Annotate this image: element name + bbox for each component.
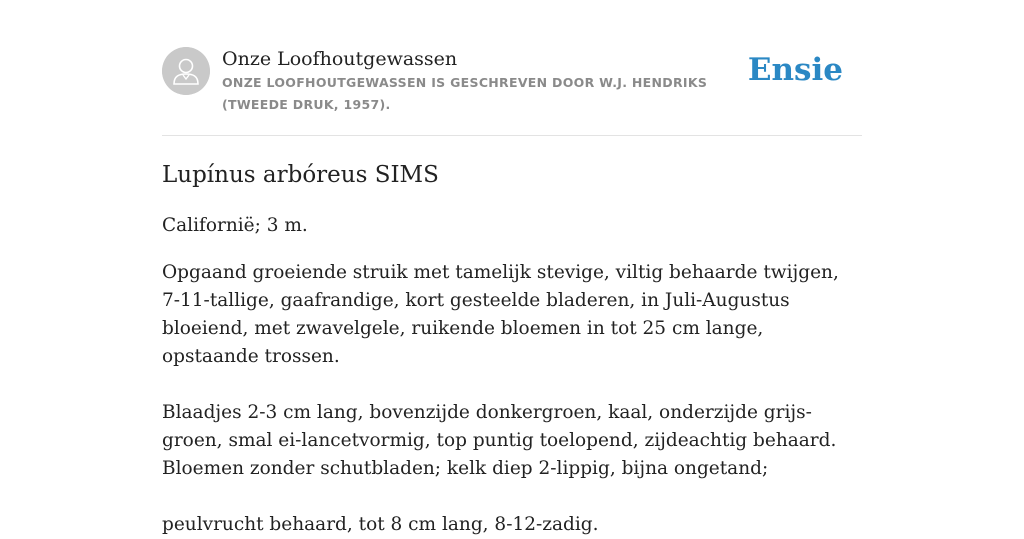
entry-title: Lupínus arbóreus SIMS <box>162 162 439 188</box>
ensie-logo[interactable]: Ensie <box>747 52 843 88</box>
entry-paragraph: Opgaand groeiende struik met tamelijk stevige, viltig behaarde twijgen, 7-11-tallige, gaafrandige, kort gesteelde bladeren, in Juli-Augustus bloeiend, met zwavelgele, ruikende bloemen in tot 25 cm lange, opstaande trossen. <box>162 262 839 367</box>
source-description: ONZE LOOFHOUTGEWASSEN IS GESCHREVEN DOOR W.J. HENDRIKS (TWEEDE DRUK, 1957). <box>222 75 708 112</box>
entry-origin: Californië; 3 m. <box>162 215 308 236</box>
article-content <box>162 158 862 539</box>
entry-paragraph: Blaadjes 2-3 cm lang, bovenzijde donkergroen, kaal, onderzijde grijs-groen, smal ei-lancetvormig, top puntig toelopend, zijdeachtig behaard. Bloemen zonder schutbladen; kelk diep 2-lippig, bijna ongetand; <box>162 402 837 479</box>
avatar[interactable] <box>162 47 210 95</box>
source-title[interactable]: Onze Loofhoutgewassen <box>222 48 458 70</box>
source-header <box>162 46 862 136</box>
user-avatar-icon <box>162 47 210 95</box>
entry-paragraph: peulvrucht behaard, tot 8 cm lang, 8-12-zadig. <box>162 514 599 535</box>
